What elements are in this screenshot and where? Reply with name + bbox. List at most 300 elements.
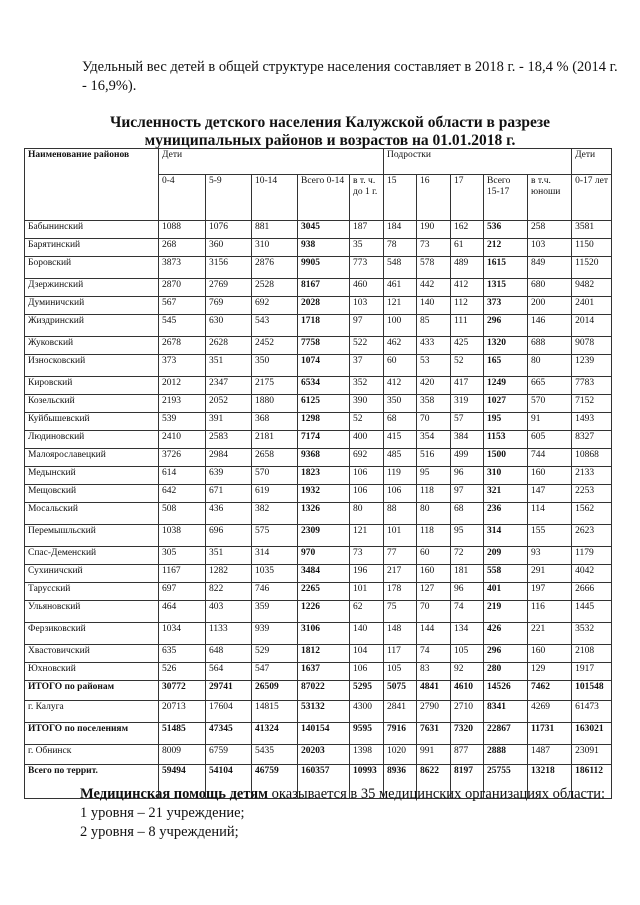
value-cell: 20203: [298, 745, 350, 765]
value-cell: 9482: [572, 279, 612, 297]
value-cell: 1637: [298, 663, 350, 681]
table-row: [25, 601, 612, 623]
table-row: [25, 645, 612, 663]
value-cell: 4300: [350, 701, 384, 723]
value-cell: 2014: [572, 315, 612, 337]
value-cell: 619: [252, 485, 298, 503]
value-cell: 564: [206, 663, 252, 681]
value-cell: 165: [484, 355, 528, 377]
value-cell: 1445: [572, 601, 612, 623]
value-cell: 2583: [206, 431, 252, 449]
value-cell: 119: [384, 467, 417, 485]
value-cell: 822: [206, 583, 252, 601]
value-cell: 162: [451, 221, 484, 239]
value-cell: 2347: [206, 377, 252, 395]
value-cell: 2193: [159, 395, 206, 413]
table-row: [25, 449, 612, 467]
value-cell: 60: [384, 355, 417, 377]
value-cell: 121: [384, 297, 417, 315]
value-cell: 2012: [159, 377, 206, 395]
value-cell: 7462: [528, 681, 572, 701]
value-cell: 104: [350, 645, 384, 663]
value-cell: 62: [350, 601, 384, 623]
value-cell: 4042: [572, 565, 612, 583]
value-cell: 391: [206, 413, 252, 431]
value-cell: 2888: [484, 745, 528, 765]
value-cell: 91: [528, 413, 572, 431]
value-cell: 417: [451, 377, 484, 395]
row-name-cell: ИТОГО по районам: [25, 681, 159, 701]
value-cell: 9368: [298, 449, 350, 467]
value-cell: 51485: [159, 723, 206, 745]
table-body: [25, 149, 612, 799]
value-cell: 1034: [159, 623, 206, 645]
value-cell: 442: [417, 279, 451, 297]
value-cell: 1326: [298, 503, 350, 525]
value-cell: 1500: [484, 449, 528, 467]
value-cell: 1179: [572, 547, 612, 565]
bottom-paragraph: [80, 785, 625, 842]
header-col: 0-4: [159, 175, 206, 221]
header-col: Всего 0-14: [298, 175, 350, 221]
value-cell: 87022: [298, 681, 350, 701]
value-cell: 2658: [252, 449, 298, 467]
value-cell: 7631: [417, 723, 451, 745]
value-cell: 460: [350, 279, 384, 297]
bottom-line2: 1 уровня – 21 учреждение;: [80, 805, 245, 821]
value-cell: 499: [451, 449, 484, 467]
value-cell: 68: [384, 413, 417, 431]
row-name-cell: Всего по террит.: [25, 765, 159, 799]
value-cell: 68: [451, 503, 484, 525]
value-cell: 35: [350, 239, 384, 257]
value-cell: 2790: [417, 701, 451, 723]
value-cell: 117: [384, 645, 417, 663]
value-cell: 160: [528, 645, 572, 663]
value-cell: 160: [528, 467, 572, 485]
value-cell: 744: [528, 449, 572, 467]
value-cell: 696: [206, 525, 252, 547]
value-cell: 7320: [451, 723, 484, 745]
population-table: [24, 148, 612, 799]
value-cell: 310: [484, 467, 528, 485]
value-cell: 321: [484, 485, 528, 503]
table-row: [25, 355, 612, 377]
value-cell: 1027: [484, 395, 528, 413]
value-cell: 1074: [298, 355, 350, 377]
value-cell: 140: [350, 623, 384, 645]
header-col: в т. ч. до 1 г.: [350, 175, 384, 221]
value-cell: 6534: [298, 377, 350, 395]
value-cell: 1320: [484, 337, 528, 355]
table-row-kaluga: [25, 701, 612, 723]
value-cell: 412: [451, 279, 484, 297]
value-cell: 106: [350, 467, 384, 485]
value-cell: 425: [451, 337, 484, 355]
bottom-text: оказывается в 35 медицинских организациях области:: [268, 786, 606, 802]
value-cell: 118: [417, 525, 451, 547]
row-name-cell: Жуковский: [25, 337, 159, 355]
value-cell: 53: [417, 355, 451, 377]
value-cell: 2710: [451, 701, 484, 723]
value-cell: 697: [159, 583, 206, 601]
value-cell: 134: [451, 623, 484, 645]
value-cell: 7783: [572, 377, 612, 395]
row-name-cell: Перемышльский: [25, 525, 159, 547]
value-cell: 373: [484, 297, 528, 315]
table-row: [25, 623, 612, 645]
value-cell: 4841: [417, 681, 451, 701]
row-name-cell: ИТОГО по поселениям: [25, 723, 159, 745]
value-cell: 7758: [298, 337, 350, 355]
value-cell: 642: [159, 485, 206, 503]
row-name-cell: Думиничский: [25, 297, 159, 315]
value-cell: 101548: [572, 681, 612, 701]
row-name-cell: Жиздринский: [25, 315, 159, 337]
value-cell: 8327: [572, 431, 612, 449]
value-cell: 118: [417, 485, 451, 503]
table-row: [25, 395, 612, 413]
value-cell: 3726: [159, 449, 206, 467]
value-cell: 9595: [350, 723, 384, 745]
value-cell: 373: [159, 355, 206, 377]
value-cell: 1076: [206, 221, 252, 239]
row-name-cell: Дзержинский: [25, 279, 159, 297]
value-cell: 8197: [451, 765, 484, 799]
value-cell: 61473: [572, 701, 612, 723]
value-cell: 184: [384, 221, 417, 239]
header-col: 5-9: [206, 175, 252, 221]
value-cell: 489: [451, 257, 484, 279]
value-cell: 4610: [451, 681, 484, 701]
value-cell: 2666: [572, 583, 612, 601]
value-cell: 1917: [572, 663, 612, 681]
value-cell: 433: [417, 337, 451, 355]
table-row: [25, 467, 612, 485]
value-cell: 2678: [159, 337, 206, 355]
value-cell: 60: [417, 547, 451, 565]
value-cell: 181: [451, 565, 484, 583]
value-cell: 190: [417, 221, 451, 239]
value-cell: 4269: [528, 701, 572, 723]
value-cell: 539: [159, 413, 206, 431]
value-cell: 8167: [298, 279, 350, 297]
value-cell: 2133: [572, 467, 612, 485]
value-cell: 121: [350, 525, 384, 547]
value-cell: 390: [350, 395, 384, 413]
value-cell: 639: [206, 467, 252, 485]
value-cell: 95: [417, 467, 451, 485]
value-cell: 1315: [484, 279, 528, 297]
value-cell: 75: [384, 601, 417, 623]
value-cell: 163021: [572, 723, 612, 745]
value-cell: 2769: [206, 279, 252, 297]
value-cell: 1282: [206, 565, 252, 583]
value-cell: 1398: [350, 745, 384, 765]
table-row: [25, 431, 612, 449]
value-cell: 11731: [528, 723, 572, 745]
value-cell: 485: [384, 449, 417, 467]
table-row-obninsk: [25, 745, 612, 765]
value-cell: 350: [252, 355, 298, 377]
value-cell: 350: [384, 395, 417, 413]
row-name-cell: Мосальский: [25, 503, 159, 525]
value-cell: 2984: [206, 449, 252, 467]
value-cell: 1562: [572, 503, 612, 525]
value-cell: 101: [350, 583, 384, 601]
value-cell: 314: [484, 525, 528, 547]
header-col: 10-14: [252, 175, 298, 221]
value-cell: 95: [451, 525, 484, 547]
value-cell: 360: [206, 239, 252, 257]
value-cell: 219: [484, 601, 528, 623]
table-row: [25, 297, 612, 315]
value-cell: 2108: [572, 645, 612, 663]
value-cell: 570: [252, 467, 298, 485]
row-name-cell: г. Обнинск: [25, 745, 159, 765]
value-cell: 85: [417, 315, 451, 337]
value-cell: 6759: [206, 745, 252, 765]
bottom-line1: [80, 785, 625, 804]
value-cell: 114: [528, 503, 572, 525]
table-row: [25, 337, 612, 355]
row-name-cell: Боровский: [25, 257, 159, 279]
value-cell: 80: [350, 503, 384, 525]
value-cell: 575: [252, 525, 298, 547]
value-cell: 8622: [417, 765, 451, 799]
value-cell: 351: [206, 355, 252, 377]
value-cell: 14815: [252, 701, 298, 723]
value-cell: 52: [451, 355, 484, 377]
value-cell: 296: [484, 645, 528, 663]
value-cell: 147: [528, 485, 572, 503]
value-cell: 11520: [572, 257, 612, 279]
value-cell: 8009: [159, 745, 206, 765]
row-name-cell: Мещовский: [25, 485, 159, 503]
header-col: 15: [384, 175, 417, 221]
value-cell: 2628: [206, 337, 252, 355]
value-cell: 103: [350, 297, 384, 315]
table-row: [25, 279, 612, 297]
value-cell: 129: [528, 663, 572, 681]
header-col: Всего 15-17: [484, 175, 528, 221]
value-cell: 671: [206, 485, 252, 503]
value-cell: 1167: [159, 565, 206, 583]
value-cell: 112: [451, 297, 484, 315]
value-cell: 692: [350, 449, 384, 467]
value-cell: 3532: [572, 623, 612, 645]
header-col: в т.ч. юноши: [528, 175, 572, 221]
value-cell: 73: [417, 239, 451, 257]
row-name-cell: г. Калуга: [25, 701, 159, 723]
value-cell: 111: [451, 315, 484, 337]
value-cell: 558: [484, 565, 528, 583]
table-row: [25, 663, 612, 681]
value-cell: 2181: [252, 431, 298, 449]
header-col: 0-17 лет: [572, 175, 612, 221]
value-cell: 2253: [572, 485, 612, 503]
intro-paragraph: Удельный вес детей в общей структуре населения составляет в 2018 г. - 18,4 % (2014 г. - 16,9%).: [82, 59, 618, 94]
value-cell: 9078: [572, 337, 612, 355]
value-cell: 53132: [298, 701, 350, 723]
row-name-cell: Козельский: [25, 395, 159, 413]
value-cell: 305: [159, 547, 206, 565]
value-cell: 30772: [159, 681, 206, 701]
value-cell: 160357: [298, 765, 350, 799]
value-cell: 630: [206, 315, 252, 337]
value-cell: 2528: [252, 279, 298, 297]
value-cell: 10868: [572, 449, 612, 467]
row-name-cell: Ферзиковский: [25, 623, 159, 645]
value-cell: 74: [417, 645, 451, 663]
value-cell: 57: [451, 413, 484, 431]
value-cell: 2841: [384, 701, 417, 723]
header-group-total: Дети: [572, 149, 612, 175]
value-cell: 296: [484, 315, 528, 337]
value-cell: 221: [528, 623, 572, 645]
value-cell: 462: [384, 337, 417, 355]
value-cell: 217: [384, 565, 417, 583]
table-row: [25, 413, 612, 431]
value-cell: 78: [384, 239, 417, 257]
row-name-cell: Хвастовичский: [25, 645, 159, 663]
row-name-cell: Медынский: [25, 467, 159, 485]
value-cell: 614: [159, 467, 206, 485]
value-cell: 1133: [206, 623, 252, 645]
value-cell: 543: [252, 315, 298, 337]
row-name-cell: Спас-Деменский: [25, 547, 159, 565]
value-cell: 1153: [484, 431, 528, 449]
value-cell: 140: [417, 297, 451, 315]
value-cell: 680: [528, 279, 572, 297]
value-cell: 3873: [159, 257, 206, 279]
value-cell: 96: [451, 583, 484, 601]
table-title: [80, 114, 580, 150]
value-cell: 2052: [206, 395, 252, 413]
value-cell: 567: [159, 297, 206, 315]
table-row: [25, 221, 612, 239]
value-cell: 197: [528, 583, 572, 601]
value-cell: 1088: [159, 221, 206, 239]
value-cell: 20713: [159, 701, 206, 723]
value-cell: 508: [159, 503, 206, 525]
value-cell: 83: [417, 663, 451, 681]
value-cell: 26509: [252, 681, 298, 701]
value-cell: 769: [206, 297, 252, 315]
value-cell: 319: [451, 395, 484, 413]
value-cell: 74: [451, 601, 484, 623]
table-title-line2: муниципальных районов и возрастов на 01.01.2018 г.: [144, 132, 516, 149]
value-cell: 70: [417, 601, 451, 623]
value-cell: 148: [384, 623, 417, 645]
value-cell: 155: [528, 525, 572, 547]
value-cell: 358: [417, 395, 451, 413]
value-cell: 938: [298, 239, 350, 257]
value-cell: 80: [417, 503, 451, 525]
value-cell: 310: [252, 239, 298, 257]
value-cell: 529: [252, 645, 298, 663]
header-group-teens: Подростки: [384, 149, 572, 175]
value-cell: 1615: [484, 257, 528, 279]
value-cell: 209: [484, 547, 528, 565]
value-cell: 88: [384, 503, 417, 525]
value-cell: 6125: [298, 395, 350, 413]
value-cell: 77: [384, 547, 417, 565]
value-cell: 464: [159, 601, 206, 623]
value-cell: 105: [451, 645, 484, 663]
row-name-cell: Юхновский: [25, 663, 159, 681]
value-cell: 773: [350, 257, 384, 279]
value-cell: 545: [159, 315, 206, 337]
value-cell: 635: [159, 645, 206, 663]
value-cell: 73: [350, 547, 384, 565]
value-cell: 526: [159, 663, 206, 681]
value-cell: 17604: [206, 701, 252, 723]
row-name-cell: Износковский: [25, 355, 159, 377]
table-row: [25, 377, 612, 395]
row-name-cell: Ульяновский: [25, 601, 159, 623]
value-cell: 401: [484, 583, 528, 601]
value-cell: 106: [384, 485, 417, 503]
value-cell: 1038: [159, 525, 206, 547]
value-cell: 400: [350, 431, 384, 449]
value-cell: 5435: [252, 745, 298, 765]
value-cell: 384: [451, 431, 484, 449]
row-name-cell: Бабынинский: [25, 221, 159, 239]
value-cell: 8936: [384, 765, 417, 799]
value-cell: 1718: [298, 315, 350, 337]
value-cell: 97: [350, 315, 384, 337]
value-cell: 403: [206, 601, 252, 623]
value-cell: 7174: [298, 431, 350, 449]
value-cell: 200: [528, 297, 572, 315]
value-cell: 382: [252, 503, 298, 525]
value-cell: 160: [417, 565, 451, 583]
value-cell: 140154: [298, 723, 350, 745]
value-cell: 52: [350, 413, 384, 431]
value-cell: 2028: [298, 297, 350, 315]
table-row: [25, 503, 612, 525]
value-cell: 2175: [252, 377, 298, 395]
value-cell: 3581: [572, 221, 612, 239]
value-cell: 578: [417, 257, 451, 279]
table-row: [25, 525, 612, 547]
value-cell: 522: [350, 337, 384, 355]
value-cell: 359: [252, 601, 298, 623]
table-row: [25, 583, 612, 601]
value-cell: 2410: [159, 431, 206, 449]
value-cell: 426: [484, 623, 528, 645]
value-cell: 116: [528, 601, 572, 623]
value-cell: 2452: [252, 337, 298, 355]
value-cell: 2401: [572, 297, 612, 315]
value-cell: 10993: [350, 765, 384, 799]
value-cell: 54104: [206, 765, 252, 799]
value-cell: 548: [384, 257, 417, 279]
value-cell: 23091: [572, 745, 612, 765]
value-cell: 1932: [298, 485, 350, 503]
value-cell: 106: [350, 663, 384, 681]
row-name-cell: Куйбышевский: [25, 413, 159, 431]
value-cell: 3045: [298, 221, 350, 239]
value-cell: 186112: [572, 765, 612, 799]
value-cell: 648: [206, 645, 252, 663]
table-row: [25, 239, 612, 257]
value-cell: 570: [528, 395, 572, 413]
value-cell: 436: [206, 503, 252, 525]
value-cell: 96: [451, 467, 484, 485]
value-cell: 7152: [572, 395, 612, 413]
